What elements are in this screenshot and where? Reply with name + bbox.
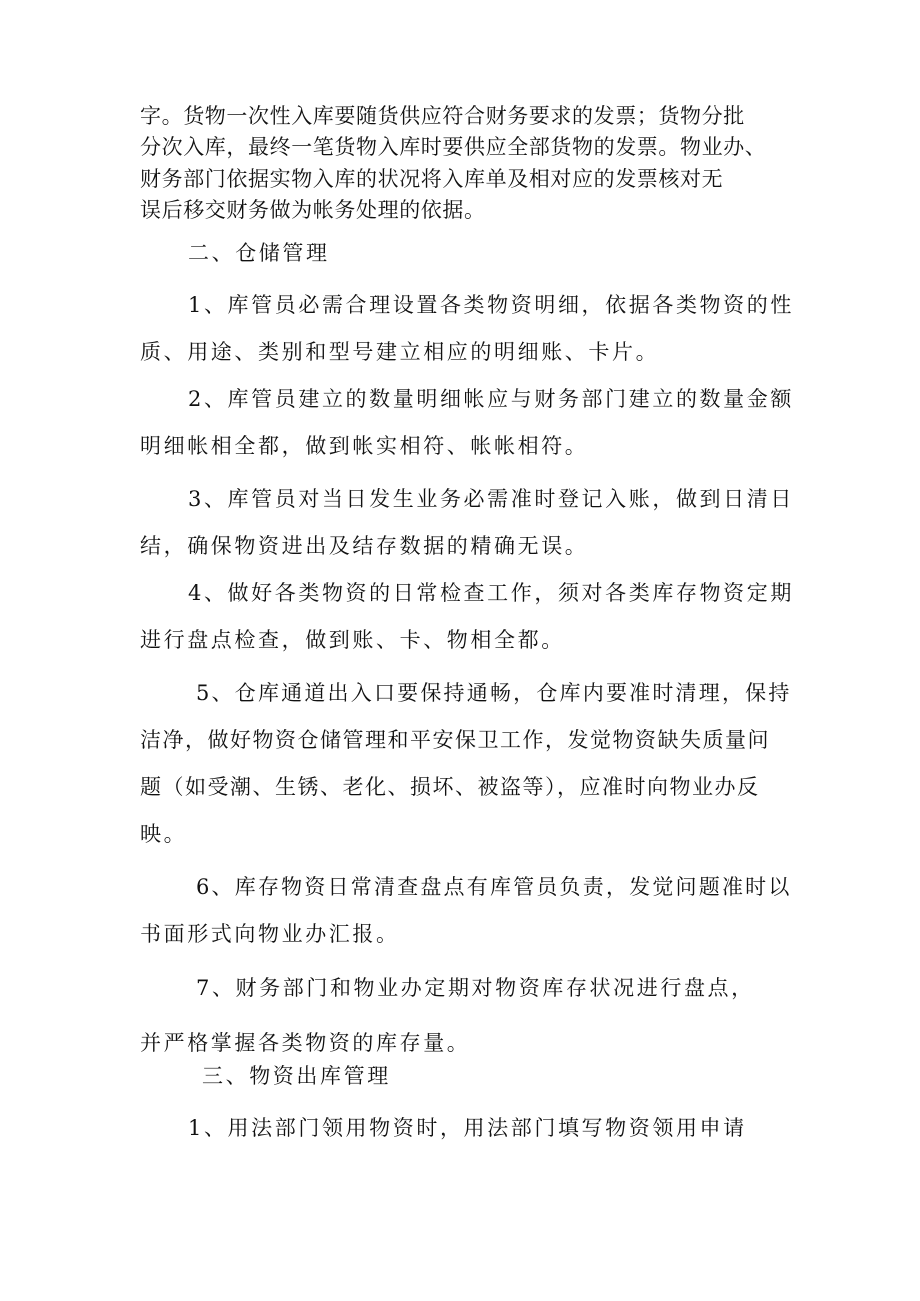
item-1-line-1: 1、库管员必需合理设置各类物资明细，依据各类物资的性 — [188, 293, 794, 317]
item-5-line-3: 题（如受潮、生锈、老化、损坏、被盗等），应准时向物业办反 — [140, 775, 760, 799]
item-3-line-1: 3、库管员对当日发生业务必需准时登记入账，做到日清日 — [188, 487, 794, 511]
item-6-line-2: 书面形式向物业办汇报。 — [140, 922, 400, 946]
intro-line-2: 分次入库，最终一笔货物入库时要供应全部货物的发票。物业办、 — [140, 135, 767, 159]
item-7-line-2: 并严格掌握各类物资的库存量。 — [140, 1031, 471, 1055]
item-6-line-1: 6、库存物资日常清查盘点有库管员负责，发觉问题准时以 — [196, 875, 792, 899]
item-4-line-2: 进行盘点检查，做到账、卡、物相全都。 — [140, 628, 565, 652]
item-3-line-2: 结，确保物资进出及结存数据的精确无误。 — [140, 534, 589, 558]
intro-line-1: 字。货物一次性入库要随货供应符合财务要求的发票；货物分批 — [140, 104, 745, 128]
section-heading-outbound: 三、物资出库管理 — [202, 1064, 391, 1088]
item-5-line-2: 洁净，做好物资仓储管理和平安保卫工作，发觉物资缺失质量问 — [140, 728, 770, 752]
item-4-line-1: 4、做好各类物资的日常检查工作，须对各类库存物资定期 — [188, 581, 794, 605]
intro-line-3: 财务部门依据实物入库的状况将入库单及相对应的发票核对无 — [140, 167, 724, 191]
item-2-line-2: 明细帐相全都，做到帐实相符、帐帐相符。 — [140, 434, 589, 458]
item-2-line-1: 2、库管员建立的数量明细帐应与财务部门建立的数量金额 — [188, 387, 794, 411]
intro-line-4: 误后移交财务做为帐务处理的依据。 — [140, 198, 486, 222]
item-7-line-1: 7、财务部门和物业办定期对物资库存状况进行盘点， — [196, 976, 755, 1000]
item-1-line-2: 质、用途、类别和型号建立相应的明细账、卡片。 — [140, 340, 660, 364]
item-5-line-4: 映。 — [140, 822, 188, 846]
outbound-item-1-line-1: 1、用法部门领用物资时，用法部门填写物资领用申请 — [188, 1116, 747, 1140]
section-heading-storage: 二、仓储管理 — [188, 241, 330, 265]
item-5-line-1: 5、仓库通道出入口要保持通畅，仓库内要准时清理，保持 — [196, 681, 792, 705]
